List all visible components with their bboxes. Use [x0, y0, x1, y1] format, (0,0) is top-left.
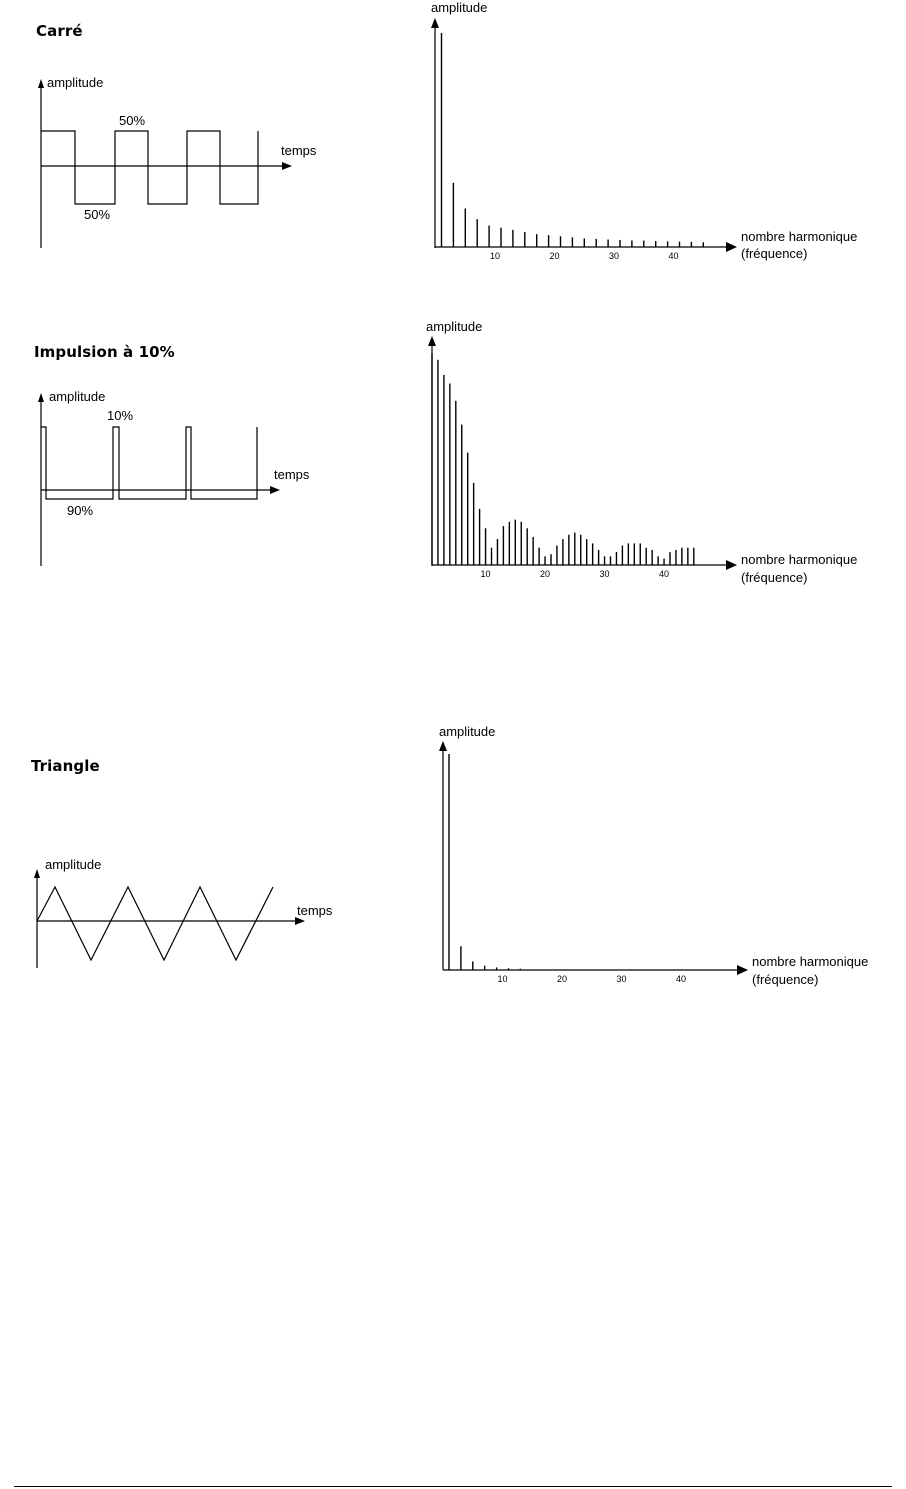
harmonic-bar-13 [520, 969, 521, 970]
x-tick-label-10: 10 [490, 251, 501, 261]
harmonic-bar-7 [484, 966, 485, 970]
duty-label-low: 50% [84, 207, 111, 222]
spectrum-y-axis-arrowhead [439, 741, 447, 751]
harmonic-bar-3 [460, 946, 461, 970]
x-tick-label-30: 30 [609, 251, 620, 261]
x-tick-label-20: 20 [540, 569, 551, 579]
waveform-y-label: amplitude [47, 75, 104, 90]
section-title-square: Carré [36, 22, 83, 40]
spectrum-x-label-line1: nombre harmonique [752, 954, 869, 969]
section-title-pulse: Impulsion à 10% [34, 343, 175, 361]
x-tick-label-40: 40 [659, 569, 670, 579]
footer-divider [14, 1486, 892, 1487]
spectrum-x-axis-arrowhead [737, 965, 748, 975]
x-tick-label-40: 40 [676, 974, 687, 984]
spectrum-y-label: amplitude [439, 724, 496, 739]
x-tick-label-30: 30 [599, 569, 610, 579]
duty-label-low: 90% [67, 503, 94, 518]
waveform-x-label: temps [297, 903, 333, 918]
spectrum-y-label: amplitude [426, 319, 483, 334]
spectrum-x-label-line1: nombre harmonique [741, 552, 858, 567]
spectrum-y-label: amplitude [431, 0, 488, 15]
spectrum-x-label-line2: (fréquence) [752, 972, 819, 987]
waveform-y-label: amplitude [45, 857, 102, 872]
x-tick-label-10: 10 [497, 974, 508, 984]
waveform-x-label: temps [274, 467, 310, 482]
harmonic-bar-1 [448, 754, 449, 970]
spectrum-x-label-line1: nombre harmonique [741, 229, 858, 244]
harmonic-bar-5 [472, 961, 473, 970]
waveform-x-label: temps [281, 143, 317, 158]
x-tick-label-20: 20 [549, 251, 560, 261]
x-tick-label-30: 30 [616, 974, 627, 984]
spectrum-x-label-line2: (fréquence) [741, 570, 808, 585]
duty-label-high: 50% [119, 113, 146, 128]
duty-label-high: 10% [107, 408, 134, 423]
spectrum-x-label-line2: (fréquence) [741, 246, 808, 261]
section-title-triangle: Triangle [31, 757, 100, 775]
x-tick-label-40: 40 [668, 251, 679, 261]
harmonic-bar-9 [496, 967, 497, 970]
harmonic-bar-11 [508, 968, 509, 970]
waveform-y-label: amplitude [49, 389, 106, 404]
x-tick-label-20: 20 [557, 974, 568, 984]
x-tick-label-10: 10 [480, 569, 491, 579]
